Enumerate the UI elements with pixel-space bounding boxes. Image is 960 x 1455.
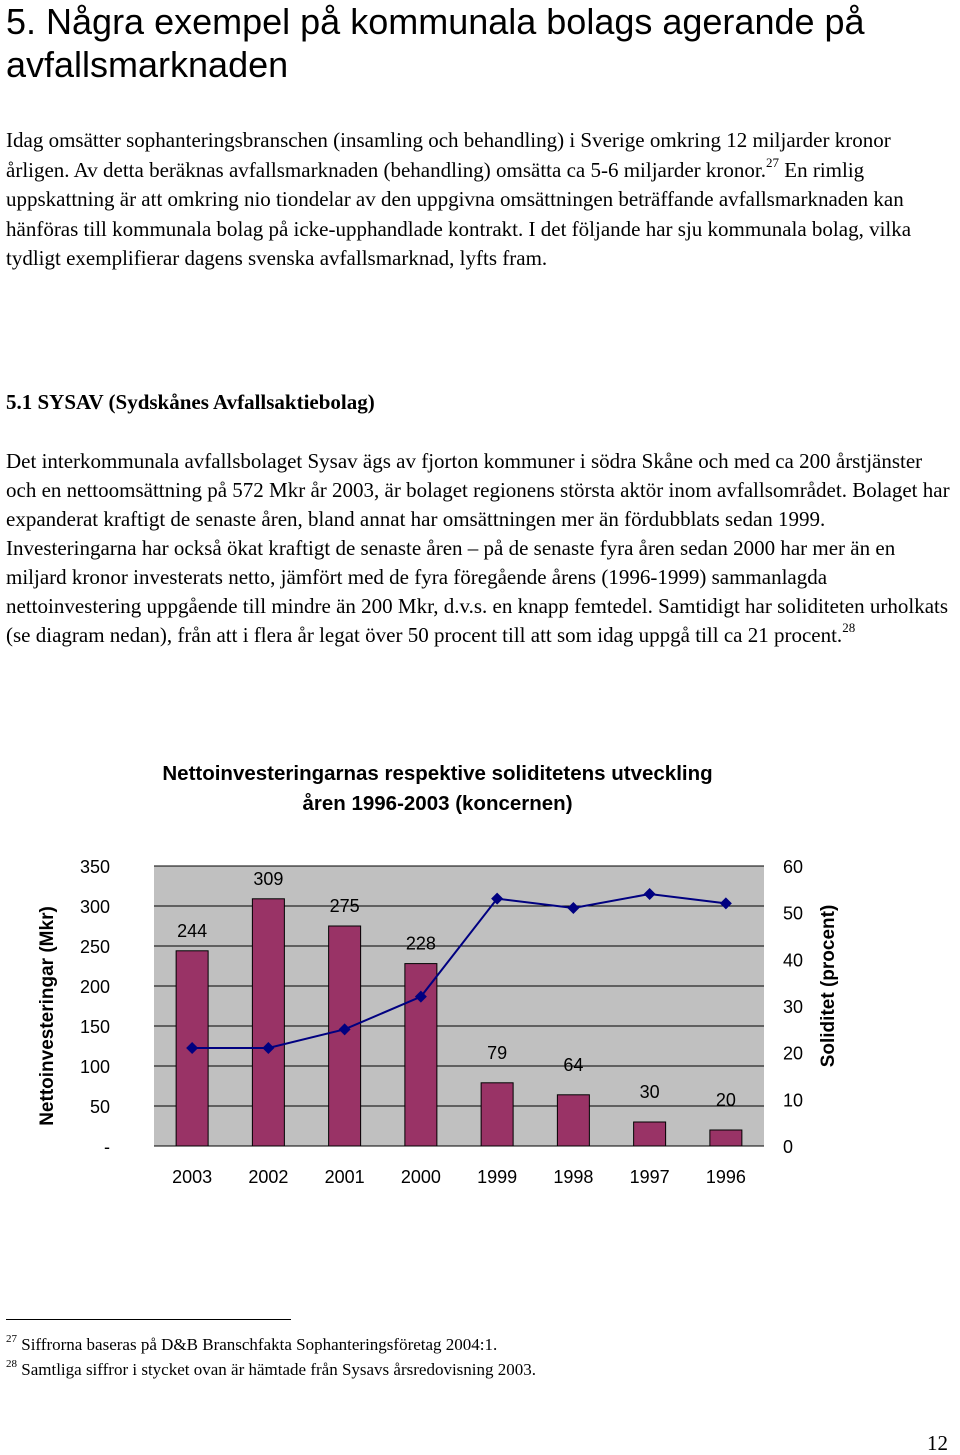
bar-value-label: 309 [253, 868, 284, 889]
y-right-tick-label: 0 [783, 1137, 794, 1157]
y-right-tick-label: 50 [783, 903, 804, 924]
y-left-tick-label: 200 [79, 977, 110, 997]
y-left-tick-label: - [104, 1137, 110, 1157]
bar-1999 [481, 1083, 513, 1146]
x-tick-label: 2001 [324, 1167, 365, 1187]
y-right-tick-label: 10 [783, 1090, 804, 1111]
x-tick-label: 2003 [172, 1167, 213, 1187]
chart-title-line1: Nettoinvesteringarnas respektive soliditetens utveckling [162, 762, 713, 785]
section-title: 5.1 SYSAV (Sydskånes Avfallsaktiebolag) [6, 390, 375, 414]
x-tick-label: 1999 [477, 1167, 518, 1187]
footnote-ref-28[interactable]: 28 [842, 620, 856, 635]
combo-chart [0, 840, 960, 1200]
bar-1998 [557, 1095, 589, 1146]
y-right-tick-label: 60 [783, 857, 804, 877]
y-left-tick-label: 250 [79, 937, 110, 957]
y-left-tick-label: 300 [79, 897, 110, 917]
footnote-number: 28 [6, 1358, 17, 1371]
footnote-number: 27 [6, 1333, 17, 1346]
y-left-axis-title: Nettoinvesteringar (Mkr) [37, 906, 58, 1126]
bar-value-label: 228 [405, 933, 436, 954]
chart-title [100, 759, 775, 819]
y-right-tick-label: 40 [783, 950, 804, 971]
footnote-28 [6, 1359, 536, 1381]
footnote-ref-27[interactable]: 27 [766, 154, 779, 170]
y-right-tick-label: 30 [783, 997, 804, 1017]
bar-value-label: 20 [715, 1090, 736, 1110]
chart-title-line2: åren 1996-2003 (koncernen) [302, 792, 573, 815]
plot-area [154, 866, 764, 1146]
bar-1996 [710, 1130, 742, 1146]
x-tick-label: 2000 [400, 1167, 441, 1187]
page-number: 12 [927, 1431, 948, 1455]
y-right-axis-title: Soliditet (procent) [818, 904, 839, 1068]
footnote-text: Siffrorna baseras på D&B Branschfakta Sophanteringsföretag 2004:1. [21, 1335, 498, 1354]
bar-value-label: 244 [177, 920, 208, 941]
footnote-27 [6, 1334, 497, 1356]
body-paragraph [6, 447, 951, 650]
bar-1997 [634, 1122, 666, 1146]
intro-text-part2: En rimlig uppskattning är att omkring nio tiondelar av den uppgivna omsättningen beträffande avfallsmarknaden kan hänföras till kommunala bolag på icke-upphandlade kontrakt. I det följande har sju kommunala bolag, vilka tydligt exemplifierar dagens svenska avfallsmarknad, lyfts fram. [6, 157, 912, 270]
x-tick-label: 2002 [248, 1167, 289, 1187]
intro-text-part1: Idag omsätter sophanteringsbranschen (insamling och behandling) i Sverige omkring 12 miljarder kronor årligen. Av detta beräknas avfallsmarknaden (behandling) omsätta ca 5-6 miljarder kronor. [6, 128, 891, 182]
page-heading: 5. Några exempel på kommunala bolags agerande på avfallsmarknaden [6, 1, 865, 85]
x-tick-label: 1997 [629, 1167, 670, 1187]
y-left-tick-label: 150 [79, 1017, 110, 1037]
bar-value-label: 64 [563, 1054, 584, 1075]
y-left-tick-label: 50 [89, 1097, 110, 1117]
bar-value-label: 79 [487, 1042, 508, 1063]
x-tick-label: 1996 [705, 1167, 746, 1187]
y-left-tick-label: 350 [79, 857, 110, 877]
footnote-text: Samtliga siffror i stycket ovan är hämtade från Sysavs årsredovisning 2003. [21, 1360, 537, 1379]
bar-value-label: 30 [639, 1082, 660, 1102]
bar-2001 [329, 926, 361, 1146]
bar-value-label: 275 [329, 896, 360, 916]
y-right-tick-label: 20 [783, 1043, 804, 1064]
body-text: Det interkommunala avfallsbolaget Sysav ägs av fjorton kommuner i södra Skåne och med ca 200 årstjänster och en nettoomsättning på 572 Mkr år 2003, är bolaget regionens största aktör inom avfallsområdet. Bolaget har expanderat kraftigt de senaste åren, bland annat har omsättningen mer än fördubblats sedan 1999. Investeringarna har också ökat kraftigt de senaste åren – på de senaste fyra åren sedan 2000 har mer än en miljard kronor investerats netto, jämfört med de fyra föregående årens (1996-1999) sammanlagda nettoinvestering uppgående till mindre än 200 Mkr, d.v.s. en knapp femtedel. Samtidigt har soliditeten urholkats (se diagram nedan), från att i flera år legat över 50 procent till att som idag uppgå till ca 21 procent. [6, 449, 950, 647]
intro-paragraph [6, 126, 951, 274]
plot-background [154, 866, 764, 1146]
footnote-separator [6, 1319, 291, 1320]
x-tick-label: 1998 [553, 1167, 594, 1187]
bar-2002 [252, 899, 284, 1146]
y-left-tick-label: 100 [79, 1057, 110, 1077]
